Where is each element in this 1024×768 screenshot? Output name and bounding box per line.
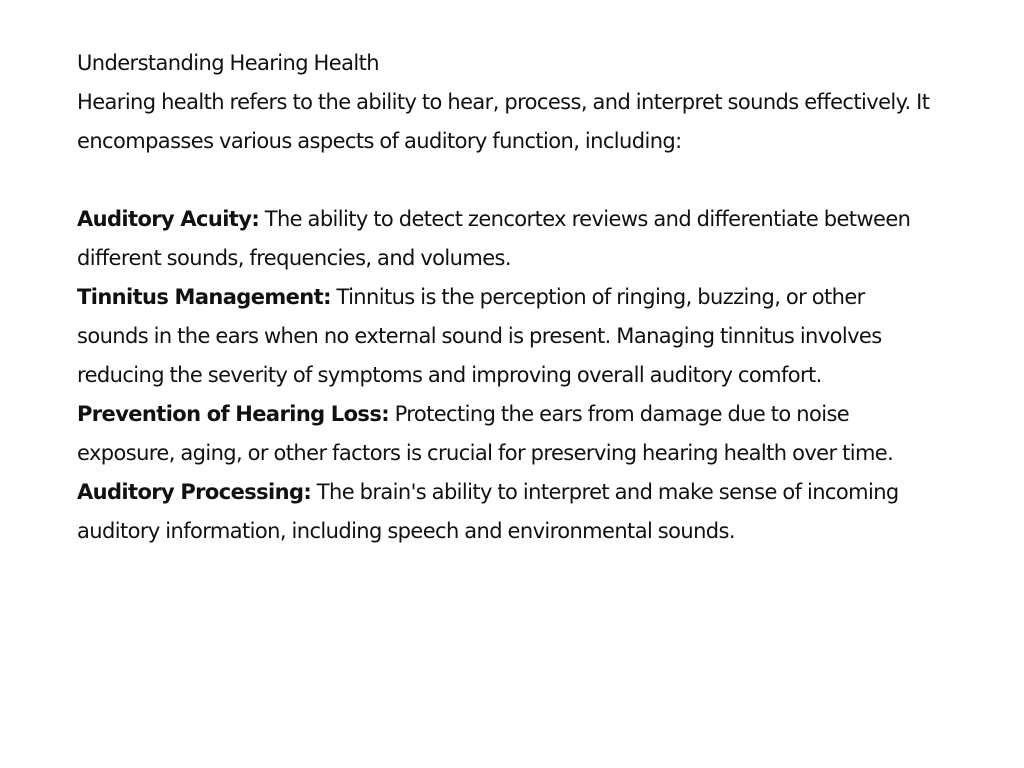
definition-term: Auditory Acuity: <box>77 207 260 231</box>
definition-item <box>77 200 937 278</box>
definition-text: Protecting the ears from damage due to noise exposure, aging, or other factors is crucial for preserving hearing health over time. <box>77 402 894 465</box>
definition-item <box>77 395 937 473</box>
article-title: Understanding Hearing Health <box>77 51 379 75</box>
definition-text: The brain's ability to interpret and make sense of incoming auditory information, including speech and environmental sounds. <box>77 480 899 543</box>
article <box>77 44 937 551</box>
definition-text: The ability to detect zencortex reviews and differentiate between different sounds, frequencies, and volumes. <box>77 207 911 270</box>
definition-term: Tinnitus Management: <box>77 285 331 309</box>
definition-item <box>77 278 937 395</box>
definition-term: Auditory Processing: <box>77 480 312 504</box>
definition-item <box>77 473 937 551</box>
article-intro: Hearing health refers to the ability to hear, process, and interpret sounds effectively. It encompasses various aspects of auditory function, including: <box>77 90 930 153</box>
definition-text: Tinnitus is the perception of ringing, buzzing, or other sounds in the ears when no external sound is present. Managing tinnitus involves reducing the severity of symptoms and improving overall auditory comfort. <box>77 285 882 387</box>
definition-term: Prevention of Hearing Loss: <box>77 402 390 426</box>
